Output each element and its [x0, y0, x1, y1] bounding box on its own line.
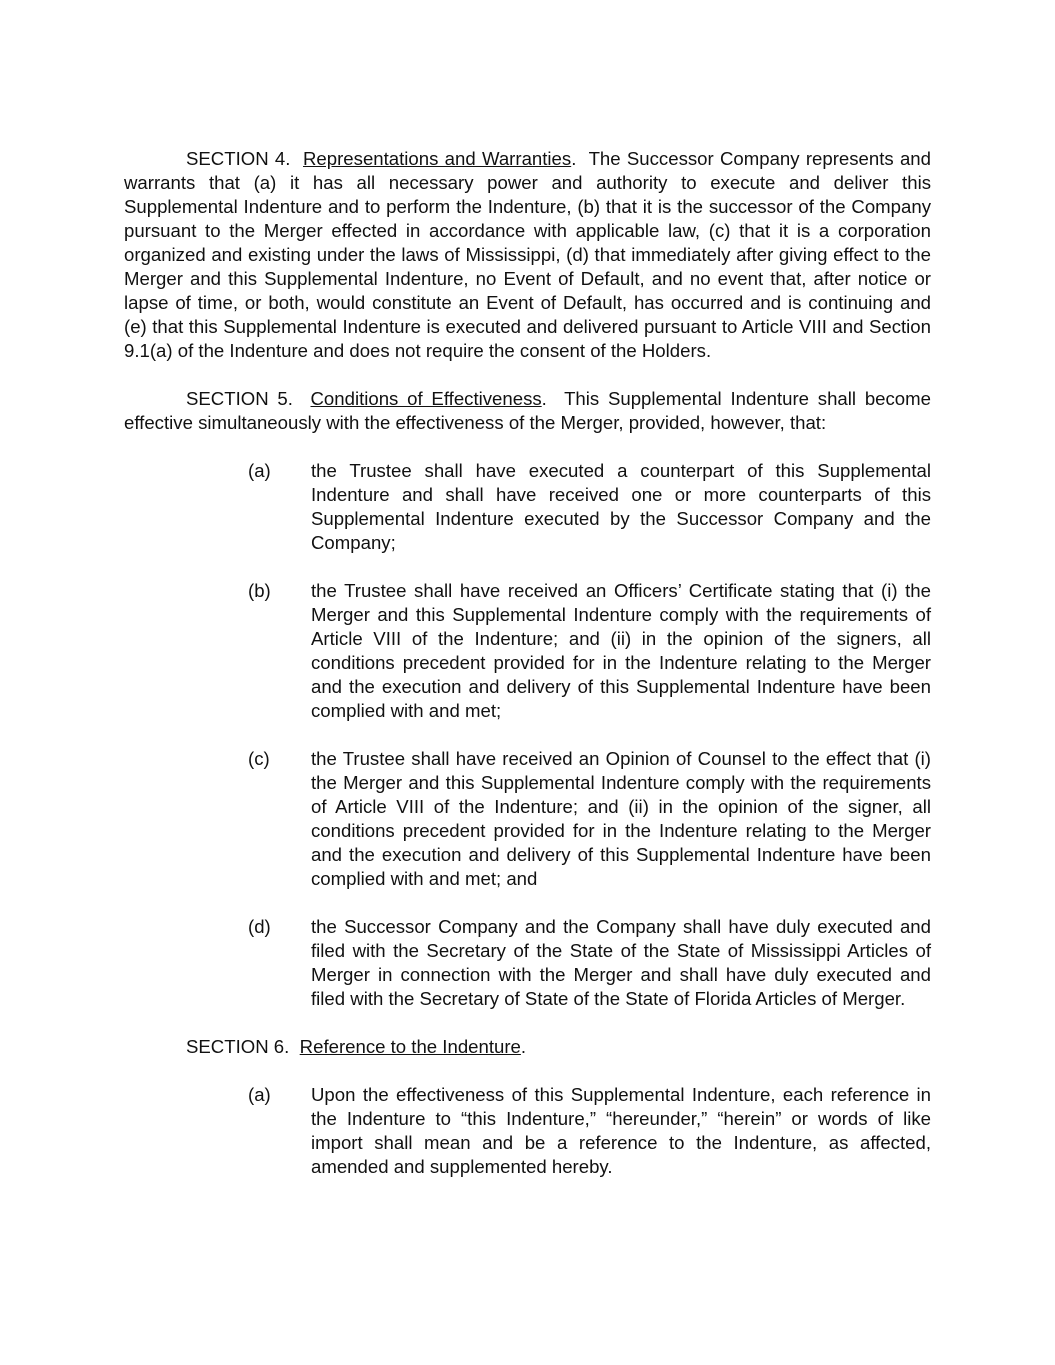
section-5: SECTION 5. Conditions of Effectiveness. This Supplemental Indenture shall become effective simultaneously with the effectiveness of the Merger, provided, however, that: — [124, 388, 931, 433]
section-4: SECTION 4. Representations and Warranties. The Successor Company represents and warrants that (a) it has all necessary power and authority to execute and deliver this Supplemental Indenture and to perform the Indenture, (b) that it is the successor of the Company pursuant to the Merger effected in accordance with applicable law, (c) that it is a corporation organized and existing under the laws of Mississippi, (d) that immediately after giving effect to the Merger and this Supplemental Indenture, no Event of Default, and no event that, after notice or lapse of time, or both, would constitute an Event of Default, has occurred and is continuing and (e) that this Supplemental Indenture is executed and delivered pursuant to Article VIII and Section 9.1(a) of the Indenture and does not require the consent of the Holders. — [124, 148, 931, 361]
item-label: (a) — [248, 1084, 271, 1105]
item-text: the Trustee shall have received an Opinion of Counsel to the effect that (i) the Merger and this Supplemental Indenture comply with the requirements of Article VIII of the Indenture; and (ii) in the opinion of the signer, all conditions precedent provided for in the Indenture relating to the Merger and the execution and delivery of this Supplemental Indenture have been complied with and met; and — [311, 748, 931, 889]
item-text: the Trustee shall have executed a counterpart of this Supplemental Indenture and shall have received one or more counterparts of this Supplemental Indenture executed by the Successor Company and the Company; — [311, 460, 931, 553]
item-text: Upon the effectiveness of this Supplemental Indenture, each reference in the Indenture to “this Indenture,” “hereunder,” “herein” or words of like import shall mean and be a reference to the Indenture, as affected, amended and supplemented hereby. — [311, 1084, 931, 1177]
section-6: SECTION 6. Reference to the Indenture. — [186, 1036, 527, 1057]
section-5-item-d — [248, 915, 931, 1011]
section-6-item-a — [248, 1083, 931, 1179]
section-5-item-c — [248, 747, 931, 891]
section-4-title: Representations and Warranties — [303, 148, 572, 169]
item-text: the Trustee shall have received an Officers’ Certificate stating that (i) the Merger and this Supplemental Indenture comply with the requirements of Article VIII of the Indenture; and (ii) in the opinion of the signers, all conditions precedent provided for in the Indenture relating to the Merger and the execution and delivery of this Supplemental Indenture have been complied with and met; — [311, 580, 931, 721]
section-5-item-a — [248, 459, 931, 555]
section-5-body: This Supplemental Indenture shall become effective simultaneously with the effectiveness of the Merger, provided, however, that: — [124, 388, 931, 433]
section-4-body: The Successor Company represents and warrants that (a) it has all necessary power and authority to execute and deliver this Supplemental Indenture and to perform the Indenture, (b) that it is the successor of the Company pursuant to the Merger effected in accordance with applicable law, (c) that it is a corporation organized and existing under the laws of Mississippi, (d) that immediately after giving effect to the Merger and this Supplemental Indenture, no Event of Default, and no event that, after notice or lapse of time, or both, would constitute an Event of Default, has occurred and is continuing and (e) that this Supplemental Indenture is executed and delivered pursuant to Article VIII and Section 9.1(a) of the Indenture and does not require the consent of the Holders. — [124, 148, 931, 361]
section-5-number: SECTION 5. — [186, 388, 293, 409]
section-4-number: SECTION 4. — [186, 148, 291, 169]
section-5-item-b — [248, 579, 931, 723]
item-label: (c) — [248, 748, 270, 769]
item-text: the Successor Company and the Company shall have duly executed and filed with the Secretary of the State of the State of Mississippi Articles of Merger in connection with the Merger and shall have duly executed and filed with the Secretary of State of the State of Florida Articles of Merger. — [311, 916, 931, 1009]
section-6-title: Reference to the Indenture — [299, 1036, 521, 1057]
item-label: (d) — [248, 916, 271, 937]
item-label: (a) — [248, 460, 271, 481]
item-label: (b) — [248, 580, 271, 601]
document-page — [124, 147, 931, 1203]
section-5-title: Conditions of Effectiveness — [310, 388, 542, 409]
section-6-number: SECTION 6. — [186, 1036, 290, 1057]
